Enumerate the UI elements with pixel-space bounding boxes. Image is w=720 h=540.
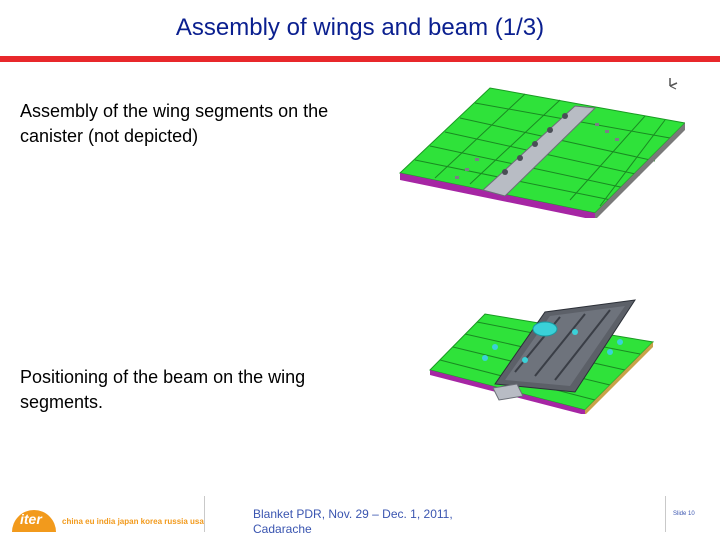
bullet-beam-positioning: Positioning of the beam on the wing segments.	[20, 367, 306, 412]
footer-divider	[665, 496, 666, 532]
member-countries: china eu india japan korea russia usa	[62, 517, 204, 526]
event-info	[253, 507, 453, 537]
slide-number: Slide 10	[673, 511, 695, 517]
logo-text: iter	[20, 511, 42, 527]
beam-cylinder	[533, 322, 557, 336]
title-divider	[0, 56, 720, 62]
slide-title: Assembly of wings and beam (1/3)	[175, 14, 545, 41]
event-line-1: Blanket PDR, Nov. 29 – Dec. 1, 2011,	[253, 507, 453, 521]
bullet-wing-assembly: Assembly of the wing segments on the canister (not depicted)	[20, 101, 329, 146]
event-line-2: Cadarache	[253, 522, 312, 536]
footer-divider	[204, 496, 205, 532]
corner-triad-icon	[666, 76, 680, 90]
wing-segments-figure	[395, 78, 685, 218]
beam-on-wings-figure	[425, 292, 655, 414]
